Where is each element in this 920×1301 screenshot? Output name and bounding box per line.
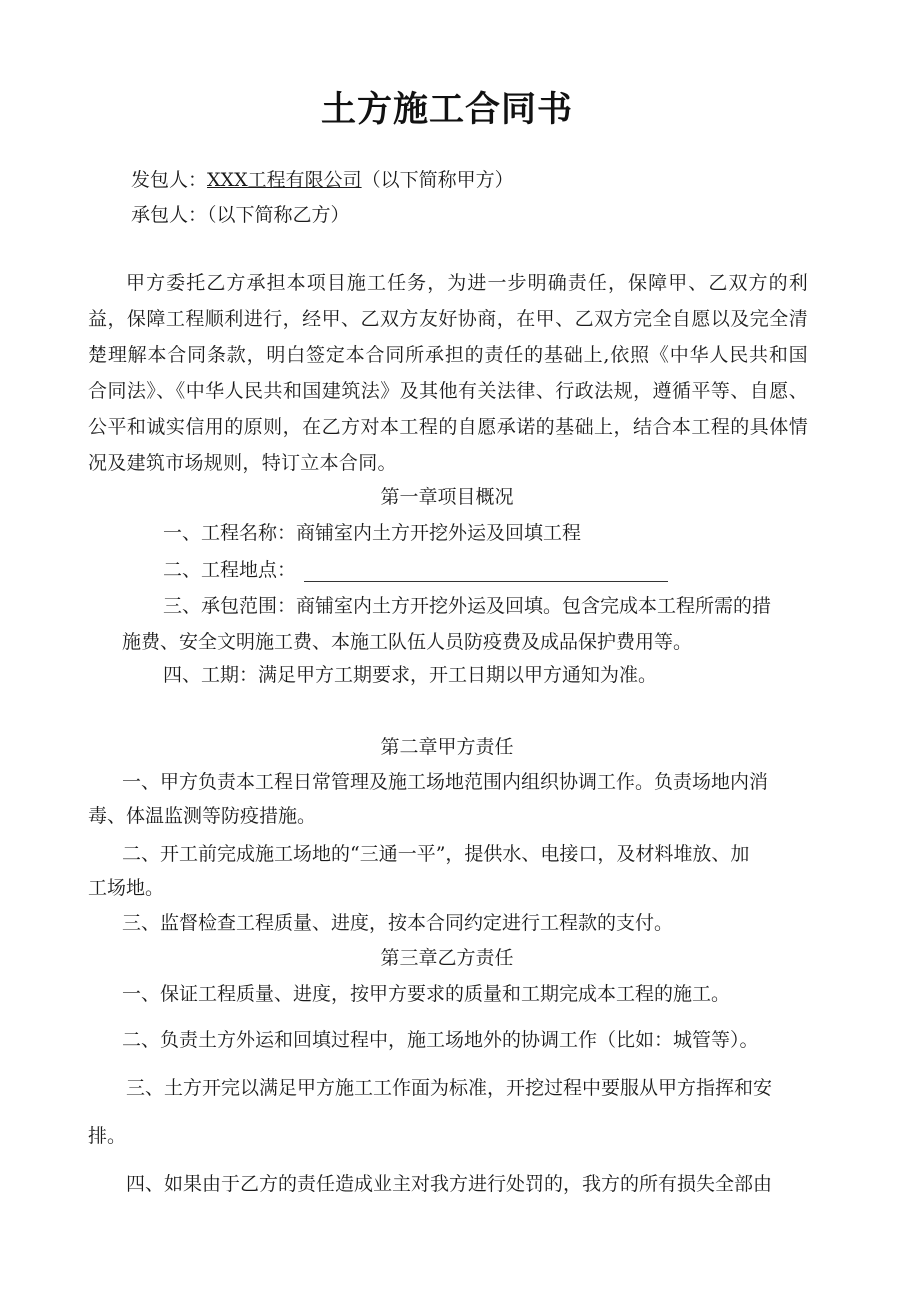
document-title: 土方施工合同书: [320, 90, 573, 130]
chapter-2-item-2-line-1: 二、开工前完成施工场地的“三通一平”，提供水、电接口，及材料堆放、加: [122, 843, 750, 865]
chapter-2-heading: 第二章甲方责任: [380, 736, 514, 758]
party-b-label: 承包人：: [131, 204, 208, 226]
project-location-label: 二、工程地点：: [163, 559, 297, 581]
party-b-line: [131, 203, 350, 227]
party-b-suffix: （以下简称乙方）: [207, 204, 350, 226]
preamble-paragraph: 甲方委托乙方承担本项目施工任务，为进一步明确责任，保障甲、乙双方的利益，保障工程顺利进行，经甲、乙双方友好协商，在甲、乙双方完全自愿以及完全清楚理解本合同条款，明白签定本合同所承担的责任的基础上,依照《中华人民共和国合同法》、《中华人民共和国建筑法》及其他有关法律、行政法规，遵循平等、自愿、公平和诚实信用的原则，在乙方对本工程的自愿承诺的基础上，结合本工程的具体情况及建筑市场规则，特订立本合同。: [88, 272, 808, 474]
chapter-2-item-1-line-2: 毒、体温监测等防疫措施。: [88, 805, 317, 827]
chapter-3-item-2: 二、负责土方外运和回填过程中，施工场地外的协调工作（比如：城管等）。: [122, 1029, 759, 1051]
chapter-3-item-1: 一、保证工程质量、进度，按甲方要求的质量和工期完成本工程的施工。: [122, 983, 731, 1005]
chapter-1-item-2: [163, 558, 668, 582]
chapter-2-item-1-line-1: 一、甲方负责本工程日常管理及施工场地范围内组织协调工作。负责场地内消: [122, 771, 769, 793]
chapter-1-item-3-line-1: 三、承包范围：商铺室内土方开挖外运及回填。包含完成本工程所需的措: [163, 595, 772, 617]
chapter-1-heading: 第一章项目概况: [380, 486, 514, 508]
chapter-1-item-1: 一、工程名称：商铺室内土方开挖外运及回填工程: [163, 522, 582, 544]
party-a-label: 发包人：: [131, 169, 208, 191]
chapter-2-item-3: 三、监督检查工程质量、进度，按本合同约定进行工程款的支付。: [122, 912, 674, 934]
party-a-name: XXX工程有限公司: [207, 169, 362, 191]
chapter-3-item-3-line-2: 排。: [88, 1125, 127, 1147]
project-location-blank: [304, 563, 668, 582]
chapter-3-heading: 第三章乙方责任: [380, 947, 514, 969]
party-a-suffix: （以下简称甲方）: [361, 169, 514, 191]
party-a-line: [131, 168, 514, 192]
chapter-3-item-4-line-1: 四、如果由于乙方的责任造成业主对我方进行处罚的，我方的所有损失全部由: [126, 1173, 773, 1195]
chapter-2-item-2-line-2: 工场地。: [88, 877, 165, 899]
chapter-1-item-4: 四、工期：满足甲方工期要求，开工日期以甲方通知为准。: [163, 664, 658, 686]
chapter-1-item-3-line-2: 施费、安全文明施工费、本施工队伍人员防疫费及成品保护费用等。: [122, 631, 693, 653]
chapter-3-item-3-line-1: 三、土方开完以满足甲方施工工作面为标准，开挖过程中要服从甲方指挥和安: [126, 1077, 773, 1099]
